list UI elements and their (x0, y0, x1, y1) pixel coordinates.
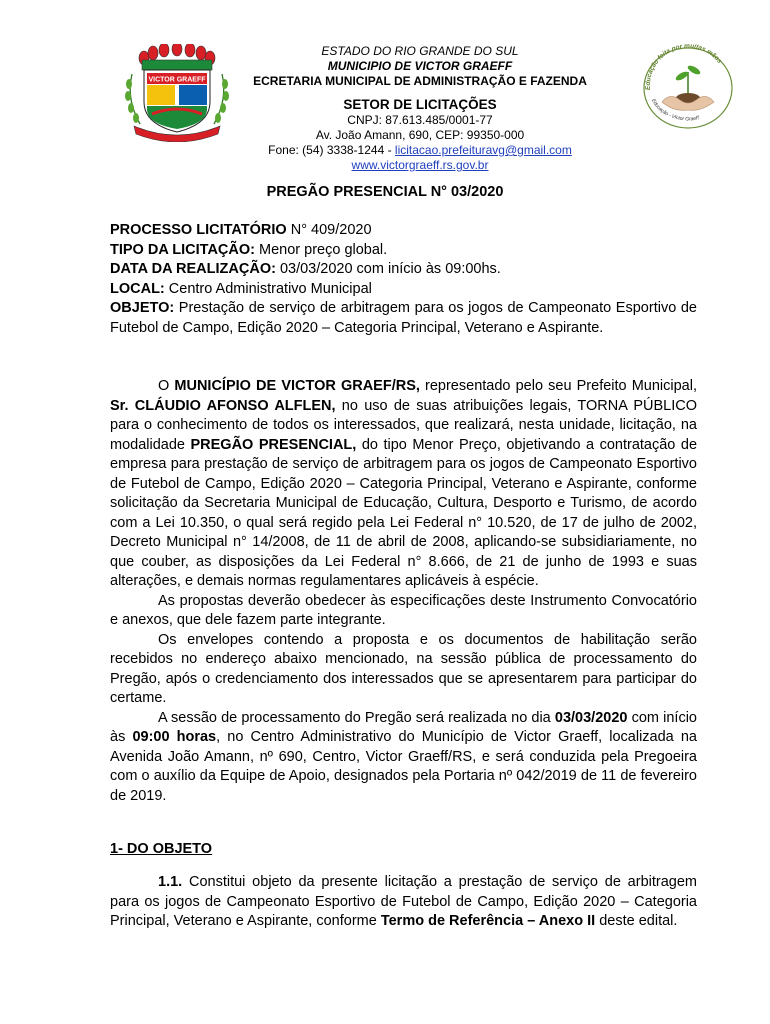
data-label: DATA DA REALIZAÇÃO: (110, 261, 276, 277)
section-heading-objeto: 1- DO OBJETO (110, 841, 213, 857)
letterhead (190, 44, 650, 173)
objeto-value: Prestação de serviço de arbitragem para os jogos de Campeonato Esportivo de Futebol de Campo, Edição 2020 – Categoria Principal, Veterano e Aspirante. (110, 300, 697, 336)
objeto-label: OBJETO: (110, 300, 175, 316)
local-value: Centro Administrativo Municipal (164, 280, 372, 297)
process-facts (110, 221, 697, 338)
paragraph-session: A sessão de processamento do Pregão será realizada no dia 03/03/2020 com início às 09:00 horas, no Centro Administrativo do Município de Victor Graeff, localizada na Avenida João Amann, nº 690, Centro, Victor Graeff/RS, e será conduzida pela Pregoeira com o auxílio da Equipe de Apoio, designados pela Portaria nº 042/2019 de 11 de fevereiro de 2019. (110, 709, 697, 804)
processo-label: PROCESSO LICITATÓRIO (110, 222, 287, 238)
crest-banner-text: VICTOR GRAEFF (148, 76, 206, 84)
paragraph-intro: O MUNICÍPIO DE VICTOR GRAEF/RS, representado pelo seu Prefeito Municipal, Sr. CLÁUDIO AFONSO ALFLEN, no uso de suas atribuições legais, TORNA PÚBLICO para o conhecimento de todos os interessados, que realizará, nesta unidade, licitação, na modalidade PREGÃO PRESENCIAL, do tipo Menor Preço, objetivando a contratação de empresa para prestação de serviço de arbitragem para os jogos de Campeonato Esportivo de Futebol de Campo, Edição 2020 – Categoria Principal, Veterano e Aspirante, conforme solicitação da Secretaria Municipal de Educação, Cultura, Desporto e Turismo, de acordo com a Lei 10.350, o qual será regido pela Lei Federal n° 10.520, de 17 de julho de 2002, Decreto Municipal n° 14/2008, de 11 de abril de 2008, aplicando-se subsidiariamente, no que couber, as disposições da Lei Federal n° 8.666, de 21 de junho de 1993 e suas alterações, e demais normas regulamentares aplicáveis à espécie. (110, 378, 698, 589)
tipo-label: TIPO DA LICITAÇÃO: (110, 241, 255, 258)
data-value: 03/03/2020 com início às 09:00hs. (275, 261, 501, 277)
website-link[interactable]: www.victorgraeff.rs.gov.br (351, 158, 489, 172)
education-seal-logo (640, 42, 736, 130)
seal-bottom-text: Educação - Victor Graeff (650, 98, 700, 123)
tipo-value: Menor preço global. (255, 241, 388, 258)
contact-line (190, 143, 650, 158)
section-1-1: 1.1. Constitui objeto da presente licitação a prestação de serviço de arbitragem para os jogos de Campeonato Esportivo de Futebol de Campo, Edição 2020 – Categoria Principal, Veterano e Aspirante, conforme Termo de Referência – Anexo II deste edital. (110, 874, 697, 929)
paragraph-envelopes: Os envelopes contendo a proposta e os documentos de habilitação serão recebidos no endereço abaixo mencionado, na sessão pública de processamento do Pregão, após o credenciamento dos interessados que se apresentarem para participar do certame. (110, 631, 697, 706)
paragraph-proposals: As propostas deverão obedecer às especificações deste Instrumento Convocatório e anexos, que dele fazem parte integrante. (110, 592, 697, 628)
seal-top-text: Educação feita por muitas mãos (644, 42, 723, 91)
edital-body (110, 377, 697, 806)
cnpj-line: CNPJ: 87.613.485/0001-77 (347, 113, 493, 127)
email-link[interactable]: licitacao.prefeituravg@gmail.com (394, 143, 572, 157)
municipality-name: MUNICIPIO DE VICTOR GRAEFF (327, 59, 513, 73)
secretariat-name: ECRETARIA MUNICIPAL DE ADMINISTRAÇÃO E FAZENDA (253, 74, 587, 88)
local-label: LOCAL: (110, 280, 165, 297)
address-line: Av. João Amann, 690, CEP: 99350-000 (315, 128, 525, 142)
document-title: PREGÃO PRESENCIAL N° 03/2020 (266, 184, 504, 200)
phone-text: Fone: (54) 3338-1244 - (268, 143, 395, 157)
sector-name: SETOR DE LICITAÇÕES (343, 97, 497, 112)
state-name: ESTADO DO RIO GRANDE DO SUL (321, 44, 519, 58)
processo-value: N° 409/2020 (286, 222, 372, 238)
